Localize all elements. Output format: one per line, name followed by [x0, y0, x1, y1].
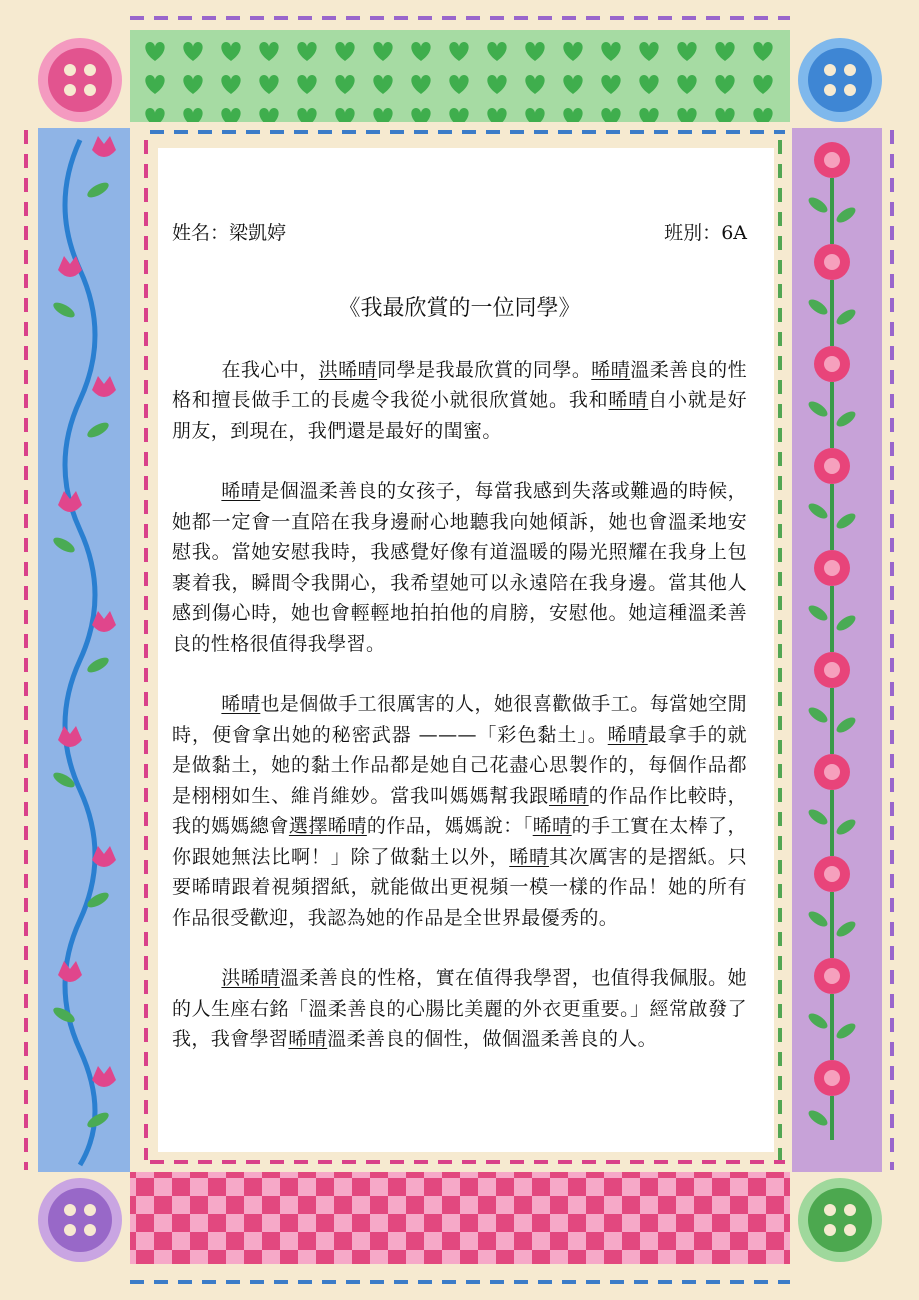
- header-info: [172, 218, 747, 250]
- student-name: 姓名：梁凱婷: [172, 222, 287, 244]
- paragraph-2: 晞晴是個溫柔善良的女孩子，每當我感到失落或難過的時候，她都一定會一直陪在我身邊耐心地聽我向她傾訴，她也會溫柔地安慰我。當她安慰我時，我感覺好像有道溫暖的陽光照耀在我身上包裹着我，瞬間令我開心，我希望她可以永遠陪在我身邊。當其他人感到傷心時，她也會輕輕地拍拍他的肩膀，安慰他。她這種溫柔善良的性格很值得我學習。: [172, 480, 747, 655]
- right-purple-strip: [792, 128, 882, 1172]
- green-button-icon: [798, 1178, 882, 1262]
- paragraph-4: 洪晞晴溫柔善良的性格，實在值得我學習，也值得我佩服。她的人生座右銘「溫柔善良的心腸比美麗的外衣更重要。」經常啟發了我，我會學習晞晴溫柔善良的個性，做個溫柔善良的人。: [172, 967, 748, 1050]
- paragraph-1: 在我心中，洪晞晴同學是我最欣賞的同學。晞晴溫柔善良的性格和擅長做手工的長處令我從小就很欣賞她。我和晞晴自小就是好朋友，到現在，我們還是最好的閨蜜。: [172, 358, 747, 442]
- essay-document: [172, 218, 747, 1085]
- student-class: 班別：6A: [664, 222, 747, 244]
- paragraph-3: 晞晴也是個做手工很厲害的人，她很喜歡做手工。每當她空閒時，便會拿出她的秘密武器 ———「彩色黏土」。晞晴最拿手的就是做黏土，她的黏土作品都是她自己花盡心思製作的，每個作品都是栩栩如生、維肖維妙。當我叫媽媽幫我跟晞晴的作品作比較時，我的媽媽總會選擇晞晴的作品，媽媽說：「晞晴的手工實在太棒了，你跟她無法比啊！」除了做黏土以外，晞晴其次厲害的是摺紙。只要晞晴跟着視頻摺紙，就能做出更視頻一模一樣的作品！她的所有作品很受歡迎，我認為她的作品是全世界最優秀的。: [172, 693, 747, 929]
- blue-button-icon: [798, 38, 882, 122]
- checker-strip: [130, 1172, 790, 1264]
- pink-button-icon: [38, 38, 122, 122]
- essay-title: 《我最欣賞的一位同學》: [338, 296, 581, 321]
- purple-button-icon: [38, 1178, 122, 1262]
